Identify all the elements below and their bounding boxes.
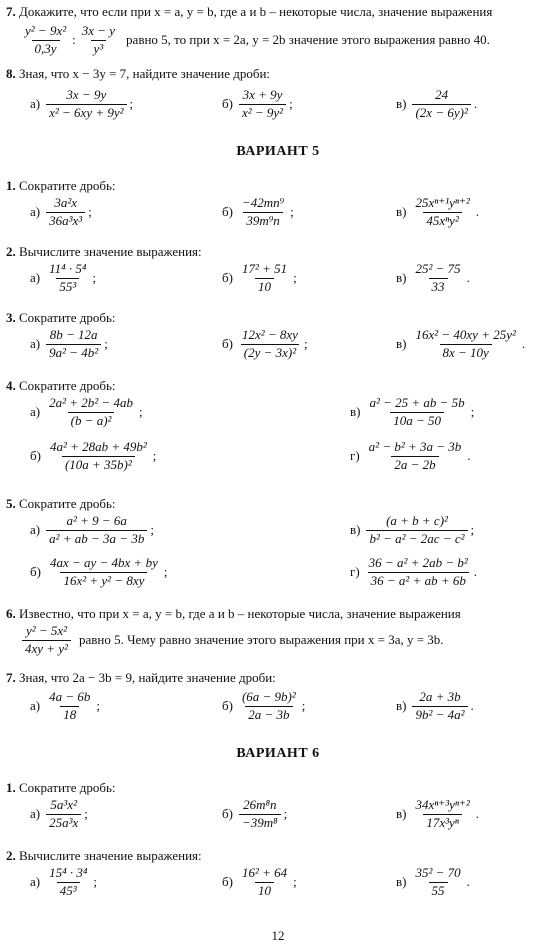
fraction-numerator: 26m⁸n: [243, 797, 277, 812]
answer-item: [222, 88, 293, 121]
item-label: в): [396, 806, 407, 822]
answer-item: [350, 440, 471, 473]
v6-q2-intro: [6, 848, 202, 864]
item-label: в): [396, 96, 407, 112]
fraction: [46, 196, 85, 229]
answer-item: [396, 690, 474, 723]
item-label: в): [396, 336, 407, 352]
fraction: [239, 262, 290, 295]
item-label: а): [30, 522, 41, 538]
fraction-denominator: 10a − 50: [390, 412, 444, 429]
problem-text: Сократите дробь:: [19, 780, 116, 795]
punctuation: .: [475, 806, 479, 822]
v5-q6-expression: [22, 624, 444, 657]
fraction: [412, 88, 470, 121]
fraction-denominator: (2y − 3x)²: [241, 344, 299, 361]
problem-text: Зная, что x − 3y = 7, найдите значение дроби:: [19, 66, 271, 81]
answer-item: [350, 396, 474, 429]
fraction-numerator: 15⁴ · 3⁴: [49, 865, 88, 880]
answer-item: [222, 196, 294, 229]
fraction: [22, 624, 71, 657]
punctuation: ;: [293, 874, 297, 890]
punctuation: ;: [138, 404, 143, 420]
punctuation: .: [521, 336, 526, 352]
problem-text: Сократите дробь:: [19, 310, 116, 325]
problem-number: 8.: [6, 66, 16, 81]
item-label: в): [396, 204, 407, 220]
fraction-numerator: −42mn⁹: [241, 195, 285, 210]
punctuation: ;: [470, 522, 475, 538]
fraction: [46, 866, 90, 899]
fraction-numerator: 2a + 3b: [419, 689, 461, 704]
fraction-denominator: x² − 9y²: [239, 104, 286, 121]
fraction-denominator: 45³: [57, 882, 80, 899]
item-label: в): [350, 404, 361, 420]
fraction-numerator: 3a²x: [54, 195, 77, 210]
punctuation: .: [473, 96, 478, 112]
fraction-denominator: 39m⁹n: [243, 212, 282, 229]
v5-q6-intro: [6, 606, 461, 622]
v6-q1-intro: [6, 780, 116, 796]
problem-number: 1.: [6, 780, 16, 795]
punctuation: ;: [104, 336, 108, 352]
fraction-denominator: (10a + 35b)²: [62, 456, 135, 473]
fraction-denominator: b² − a² − 2ac − c²: [366, 530, 467, 547]
punctuation: .: [466, 270, 470, 286]
fraction-numerator: 24: [435, 87, 449, 102]
fraction-numerator: 17² + 51: [241, 261, 288, 276]
fraction-denominator: (2x − 6y)²: [412, 104, 470, 121]
fraction-denominator: 18: [60, 706, 79, 723]
fraction-numerator: 34xⁿ⁺³yⁿ⁺²: [415, 797, 470, 812]
v5-q2-intro: [6, 244, 202, 260]
answer-item: [222, 328, 308, 361]
punctuation: ;: [303, 336, 308, 352]
punctuation: ;: [289, 96, 293, 112]
fraction: [46, 328, 101, 361]
v5-q1-intro: [6, 178, 116, 194]
item-label: г): [350, 564, 360, 580]
item-label: а): [30, 404, 41, 420]
fraction-denominator: 9a² − 4b²: [46, 344, 101, 361]
answer-item: [30, 556, 167, 589]
fraction: [412, 866, 463, 899]
item-label: в): [396, 874, 407, 890]
problem-number: 1.: [6, 178, 16, 193]
problem-text: Известно, что при x = a, y = b, где a и b – некоторые числа, значение выражения: [19, 606, 461, 621]
fraction: [239, 866, 290, 899]
item-label: в): [396, 270, 407, 286]
answer-item: [30, 798, 88, 831]
answer-item: [30, 196, 92, 229]
fraction-numerator: 4a² + 28ab + 49b²: [49, 439, 147, 454]
problem-text: Сократите дробь:: [19, 178, 116, 193]
fraction-denominator: 2a − 3b: [245, 706, 292, 723]
fraction: [366, 440, 465, 473]
fraction-denominator: 8x − 10y: [440, 344, 492, 361]
item-label: а): [30, 874, 41, 890]
fraction-numerator: 16² + 64: [241, 865, 288, 880]
item-label: б): [222, 806, 233, 822]
v5-q5-intro: [6, 496, 116, 512]
fraction-numerator: a² + 9 − 6a: [66, 513, 127, 528]
fraction: [46, 262, 89, 295]
punctuation: ;: [283, 806, 288, 822]
fraction: [79, 24, 118, 57]
punctuation: .: [466, 874, 470, 890]
problem-number: 7.: [6, 670, 16, 685]
fraction: [22, 24, 69, 57]
fraction: [239, 88, 286, 121]
fraction: [47, 440, 150, 473]
fraction: [366, 556, 471, 589]
answer-item: [396, 866, 470, 899]
punctuation: ;: [163, 564, 168, 580]
punctuation: ;: [96, 698, 101, 714]
fraction: [412, 798, 472, 831]
fraction-numerator: 25xⁿ⁺¹yⁿ⁺²: [415, 195, 470, 210]
problem-number: 3.: [6, 310, 16, 325]
fraction-numerator: 25² − 75: [415, 261, 461, 276]
item-label: б): [222, 874, 233, 890]
punctuation: ;: [88, 204, 92, 220]
fraction-numerator: 4ax − ay − 4bx + by: [49, 555, 158, 570]
fraction-denominator: 17x³yⁿ: [423, 814, 462, 831]
fraction-numerator: 4a − 6b: [49, 689, 91, 704]
v5-q7-intro: [6, 670, 276, 686]
punctuation: .: [473, 564, 478, 580]
punctuation: ;: [150, 522, 154, 538]
answer-item: [222, 690, 305, 723]
fraction-denominator: 45xⁿy²: [423, 212, 462, 229]
answer-item: [30, 262, 96, 295]
fraction-numerator: 3x − y: [81, 23, 116, 38]
problem-7-expression: [22, 24, 490, 57]
punctuation: ;: [293, 270, 297, 286]
fraction-denominator: 4xy + y²: [22, 640, 71, 657]
answer-item: [30, 88, 133, 121]
item-label: в): [396, 698, 407, 714]
answer-item: [396, 196, 479, 229]
problem-7-intro: [6, 4, 492, 20]
fraction: [412, 196, 472, 229]
fraction-denominator: 10: [255, 882, 274, 899]
answer-item: [222, 798, 287, 831]
answer-item: [222, 262, 297, 295]
fraction-denominator: x² − 6xy + 9y²: [46, 104, 126, 121]
fraction: [46, 690, 93, 723]
problem-text: Вычислите значение выражения:: [19, 244, 202, 259]
fraction: [412, 262, 463, 295]
fraction: [239, 328, 301, 361]
punctuation: .: [470, 698, 474, 714]
fraction: [412, 690, 467, 723]
fraction-numerator: a² − 25 + ab − 5b: [369, 395, 465, 410]
fraction-denominator: y³: [91, 40, 107, 57]
fraction-denominator: 16x² + y² − 8xy: [60, 572, 147, 589]
problem-number: 2.: [6, 848, 16, 863]
punctuation: ;: [92, 270, 97, 286]
answer-item: [396, 262, 470, 295]
fraction-numerator: 2a² + 2b² − 4ab: [49, 395, 133, 410]
answer-item: [30, 440, 156, 473]
punctuation: ;: [93, 874, 98, 890]
fraction: [239, 690, 299, 723]
fraction-numerator: 3x − 9y: [66, 87, 107, 102]
fraction-denominator: 2a − 2b: [391, 456, 438, 473]
answer-item: [350, 556, 477, 589]
problem-text: Вычислите значение выражения:: [19, 848, 202, 863]
punctuation: ;: [152, 448, 157, 464]
problem-number: 2.: [6, 244, 16, 259]
item-label: а): [30, 204, 41, 220]
fraction: [46, 88, 126, 121]
item-label: а): [30, 806, 41, 822]
item-label: а): [30, 96, 41, 112]
fraction-numerator: 5a³x²: [50, 797, 77, 812]
item-label: б): [222, 204, 233, 220]
answer-item: [222, 866, 297, 899]
fraction-numerator: y² − 5x²: [25, 623, 68, 638]
item-label: б): [222, 698, 233, 714]
answer-item: [350, 514, 474, 547]
problem-text: Сократите дробь:: [19, 378, 116, 393]
fraction: [46, 396, 136, 429]
v5-q4-intro: [6, 378, 116, 394]
fraction-numerator: 11⁴ · 5⁴: [49, 261, 87, 276]
fraction-numerator: 35² − 70: [415, 865, 461, 880]
fraction-numerator: a² − b² + 3a − 3b: [368, 439, 462, 454]
answer-item: [396, 88, 477, 121]
fraction-numerator: 12x² − 8xy: [241, 327, 298, 342]
fraction: [46, 514, 147, 547]
punctuation: ;: [301, 698, 306, 714]
problem-number: 4.: [6, 378, 16, 393]
problem-text: Зная, что 2a − 3b = 9, найдите значение дроби:: [19, 670, 276, 685]
punctuation: .: [467, 448, 471, 464]
item-label: б): [222, 336, 233, 352]
answer-item: [30, 396, 143, 429]
item-label: а): [30, 270, 41, 286]
fraction-denominator: 0,3y: [32, 40, 60, 57]
fraction: [46, 798, 81, 831]
fraction: [239, 196, 287, 229]
fraction-numerator: y² − 9x²: [25, 23, 67, 38]
problem-8-intro: [6, 66, 270, 82]
fraction-numerator: 3x + 9y: [242, 87, 283, 102]
fraction-denominator: 36 − a² + ab + 6b: [368, 572, 469, 589]
fraction-numerator: 36 − a² + 2ab − b²: [368, 555, 468, 570]
punctuation: ;: [84, 806, 88, 822]
item-label: б): [222, 270, 233, 286]
item-label: г): [350, 448, 360, 464]
fraction-numerator: (6a − 9b)²: [241, 689, 296, 704]
answer-item: [30, 514, 154, 547]
punctuation: ;: [470, 404, 475, 420]
fraction-denominator: 9b² − 4a²: [412, 706, 467, 723]
item-label: в): [350, 522, 361, 538]
fraction-denominator: 36a³x³: [46, 212, 85, 229]
answer-item: [30, 328, 108, 361]
problem-text: Сократите дробь:: [19, 496, 116, 511]
item-label: б): [30, 564, 41, 580]
item-label: а): [30, 336, 41, 352]
problem-text: Докажите, что если при x = a, y = b, где a и b – некоторые числа, значение выражения: [19, 4, 493, 19]
fraction-numerator: 16x² − 40xy + 25y²: [415, 327, 516, 342]
page-number: 12: [271, 928, 285, 943]
item-label: а): [30, 698, 41, 714]
answer-item: [30, 866, 97, 899]
punctuation: .: [475, 204, 479, 220]
v5-q3-intro: [6, 310, 116, 326]
fraction: [366, 514, 467, 547]
problem-text: равно 5. Чему равно значение этого выражения при x = 3a, y = 3b.: [78, 632, 444, 648]
punctuation: ;: [290, 204, 294, 220]
problem-number: 7.: [6, 4, 16, 19]
problem-text: равно 5, то при x = 2a, y = 2b значение этого выражения равно 40.: [126, 32, 490, 48]
item-label: б): [222, 96, 233, 112]
fraction-numerator: 8b − 12a: [49, 327, 98, 342]
fraction: [239, 798, 281, 831]
fraction: [366, 396, 467, 429]
punctuation: ;: [129, 96, 134, 112]
fraction-denominator: −39m⁸: [239, 814, 281, 831]
fraction-numerator: (a + b + c)²: [386, 513, 448, 528]
colon: :: [72, 32, 76, 48]
variant-6-heading: ВАРИАНТ 6: [236, 746, 320, 761]
variant-5-heading: ВАРИАНТ 5: [236, 144, 320, 159]
fraction: [412, 328, 518, 361]
fraction: [47, 556, 161, 589]
answer-item: [30, 690, 100, 723]
problem-number: 6.: [6, 606, 16, 621]
fraction-denominator: 55: [429, 882, 448, 899]
fraction-denominator: a² + ab − 3a − 3b: [46, 530, 147, 547]
answer-item: [396, 798, 479, 831]
problem-number: 5.: [6, 496, 16, 511]
fraction-denominator: 25a³x: [46, 814, 81, 831]
fraction-denominator: 33: [429, 278, 448, 295]
fraction-denominator: 10: [255, 278, 274, 295]
fraction-denominator: (b − a)²: [68, 412, 115, 429]
answer-item: [396, 328, 525, 361]
fraction-denominator: 55³: [56, 278, 79, 295]
item-label: б): [30, 448, 41, 464]
